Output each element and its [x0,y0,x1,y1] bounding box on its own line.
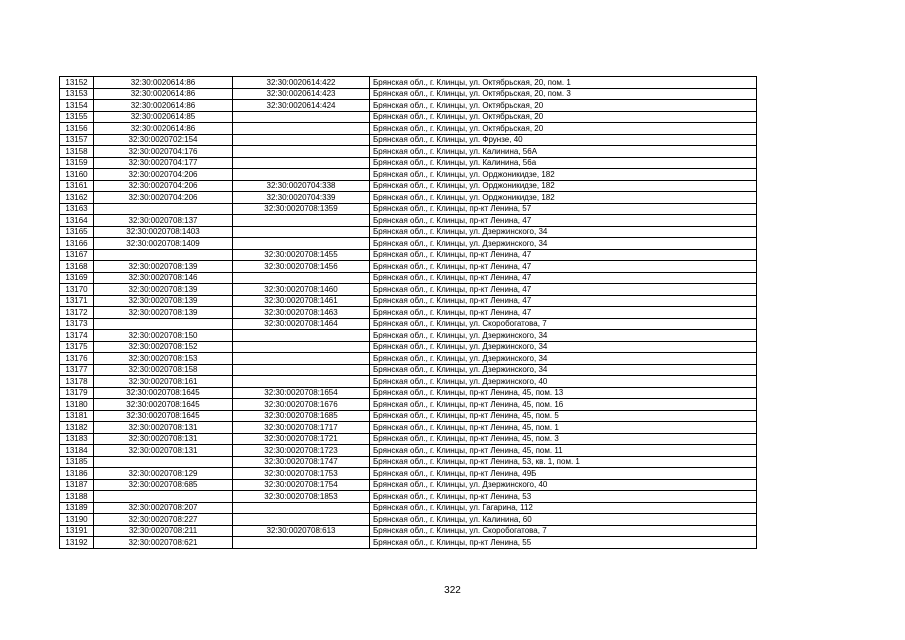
row-number-cell: 13157 [60,134,94,146]
cadastral-number-cell: 32:30:0020708:139 [94,261,233,273]
table-row [60,502,757,514]
object-cadastral-number-cell: 32:30:0020708:1753 [233,468,370,480]
cadastral-number-cell: 32:30:0020704:206 [94,192,233,204]
table-row [60,169,757,181]
address-cell: Брянская обл., г. Клинцы, пр-кт Ленина, 45, пом. 3 [370,433,757,445]
object-cadastral-number-cell [233,330,370,342]
cadastral-number-cell: 32:30:0020614:86 [94,88,233,100]
address-cell: Брянская обл., г. Клинцы, ул. Калинина, 56а [370,157,757,169]
cadastral-number-cell: 32:30:0020708:1645 [94,399,233,411]
row-number-cell: 13165 [60,226,94,238]
row-number-cell: 13185 [60,456,94,468]
row-number-cell: 13174 [60,330,94,342]
object-cadastral-number-cell: 32:30:0020708:1676 [233,399,370,411]
object-cadastral-number-cell: 32:30:0020708:1685 [233,410,370,422]
cadastral-number-cell [94,249,233,261]
cadastral-number-cell: 32:30:0020704:206 [94,180,233,192]
address-cell: Брянская обл., г. Клинцы, пр-кт Ленина, 45, пом. 1 [370,422,757,434]
cadastral-number-cell: 32:30:0020708:211 [94,525,233,537]
address-cell: Брянская обл., г. Клинцы, ул. Дзержинского, 34 [370,364,757,376]
object-cadastral-number-cell [233,238,370,250]
row-number-cell: 13192 [60,537,94,549]
row-number-cell: 13190 [60,514,94,526]
table-row [60,226,757,238]
object-cadastral-number-cell [233,514,370,526]
row-number-cell: 13167 [60,249,94,261]
address-cell: Брянская обл., г. Клинцы, пр-кт Ленина, 45, пом. 13 [370,387,757,399]
table-row [60,192,757,204]
table-row [60,77,757,89]
address-cell: Брянская обл., г. Клинцы, ул. Орджоникидзе, 182 [370,180,757,192]
row-number-cell: 13183 [60,433,94,445]
cadastral-number-cell: 32:30:0020708:153 [94,353,233,365]
row-number-cell: 13156 [60,123,94,135]
row-number-cell: 13155 [60,111,94,123]
registry-table [59,76,757,549]
object-cadastral-number-cell: 32:30:0020708:1853 [233,491,370,503]
address-cell: Брянская обл., г. Клинцы, пр-кт Ленина, 53, кв. 1, пом. 1 [370,456,757,468]
table-row [60,180,757,192]
table-row [60,88,757,100]
cadastral-number-cell: 32:30:0020704:206 [94,169,233,181]
object-cadastral-number-cell: 32:30:0020614:422 [233,77,370,89]
object-cadastral-number-cell: 32:30:0020704:338 [233,180,370,192]
row-number-cell: 13184 [60,445,94,457]
table-row [60,422,757,434]
cadastral-number-cell: 32:30:0020708:1645 [94,387,233,399]
address-cell: Брянская обл., г. Клинцы, ул. Калинина, 60 [370,514,757,526]
object-cadastral-number-cell [233,226,370,238]
table-row [60,341,757,353]
row-number-cell: 13163 [60,203,94,215]
address-cell: Брянская обл., г. Клинцы, ул. Октябрьская, 20, пом. 3 [370,88,757,100]
row-number-cell: 13173 [60,318,94,330]
object-cadastral-number-cell [233,146,370,158]
row-number-cell: 13158 [60,146,94,158]
object-cadastral-number-cell: 32:30:0020708:1463 [233,307,370,319]
address-cell: Брянская обл., г. Клинцы, пр-кт Ленина, 47 [370,295,757,307]
cadastral-number-cell: 32:30:0020708:131 [94,433,233,445]
cadastral-number-cell: 32:30:0020708:207 [94,502,233,514]
object-cadastral-number-cell [233,376,370,388]
object-cadastral-number-cell [233,215,370,227]
address-cell: Брянская обл., г. Клинцы, пр-кт Ленина, 45, пом. 5 [370,410,757,422]
table-row [60,146,757,158]
table-row [60,399,757,411]
row-number-cell: 13178 [60,376,94,388]
address-cell: Брянская обл., г. Клинцы, пр-кт Ленина, 49Б [370,468,757,480]
address-cell: Брянская обл., г. Клинцы, ул. Орджоникидзе, 182 [370,192,757,204]
table-row [60,387,757,399]
row-number-cell: 13177 [60,364,94,376]
object-cadastral-number-cell [233,157,370,169]
address-cell: Брянская обл., г. Клинцы, пр-кт Ленина, 53 [370,491,757,503]
table-row [60,353,757,365]
address-cell: Брянская обл., г. Клинцы, ул. Орджоникидзе, 182 [370,169,757,181]
row-number-cell: 13187 [60,479,94,491]
table-row [60,215,757,227]
table-row [60,307,757,319]
object-cadastral-number-cell: 32:30:0020708:1721 [233,433,370,445]
address-cell: Брянская обл., г. Клинцы, пр-кт Ленина, 47 [370,284,757,296]
row-number-cell: 13189 [60,502,94,514]
address-cell: Брянская обл., г. Клинцы, ул. Скоробогатова, 7 [370,525,757,537]
object-cadastral-number-cell [233,134,370,146]
address-cell: Брянская обл., г. Клинцы, пр-кт Ленина, 47 [370,249,757,261]
object-cadastral-number-cell [233,111,370,123]
object-cadastral-number-cell [233,123,370,135]
address-cell: Брянская обл., г. Клинцы, ул. Фрунзе, 40 [370,134,757,146]
object-cadastral-number-cell: 32:30:0020708:1464 [233,318,370,330]
table-row [60,134,757,146]
object-cadastral-number-cell: 32:30:0020614:423 [233,88,370,100]
table-row [60,203,757,215]
object-cadastral-number-cell [233,272,370,284]
table-row [60,157,757,169]
object-cadastral-number-cell [233,353,370,365]
table-row [60,525,757,537]
table-row [60,364,757,376]
address-cell: Брянская обл., г. Клинцы, ул. Скоробогатова, 7 [370,318,757,330]
object-cadastral-number-cell: 32:30:0020614:424 [233,100,370,112]
cadastral-number-cell: 32:30:0020708:161 [94,376,233,388]
address-cell: Брянская обл., г. Клинцы, ул. Дзержинского, 34 [370,238,757,250]
object-cadastral-number-cell [233,169,370,181]
cadastral-number-cell [94,456,233,468]
table-row [60,514,757,526]
address-cell: Брянская обл., г. Клинцы, ул. Октябрьская, 20 [370,123,757,135]
object-cadastral-number-cell [233,341,370,353]
cadastral-number-cell: 32:30:0020708:158 [94,364,233,376]
object-cadastral-number-cell: 32:30:0020708:1460 [233,284,370,296]
row-number-cell: 13153 [60,88,94,100]
address-cell: Брянская обл., г. Клинцы, ул. Дзержинского, 34 [370,353,757,365]
cadastral-number-cell [94,491,233,503]
cadastral-number-cell [94,318,233,330]
table-row [60,330,757,342]
address-cell: Брянская обл., г. Клинцы, ул. Дзержинского, 34 [370,330,757,342]
row-number-cell: 13181 [60,410,94,422]
object-cadastral-number-cell: 32:30:0020708:1461 [233,295,370,307]
table-row [60,295,757,307]
object-cadastral-number-cell: 32:30:0020708:1359 [233,203,370,215]
address-cell: Брянская обл., г. Клинцы, ул. Гагарина, 112 [370,502,757,514]
row-number-cell: 13176 [60,353,94,365]
object-cadastral-number-cell: 32:30:0020704:339 [233,192,370,204]
row-number-cell: 13160 [60,169,94,181]
row-number-cell: 13162 [60,192,94,204]
row-number-cell: 13175 [60,341,94,353]
cadastral-number-cell: 32:30:0020708:137 [94,215,233,227]
row-number-cell: 13188 [60,491,94,503]
row-number-cell: 13159 [60,157,94,169]
row-number-cell: 13152 [60,77,94,89]
cadastral-number-cell: 32:30:0020704:176 [94,146,233,158]
row-number-cell: 13179 [60,387,94,399]
table-row [60,249,757,261]
page-number: 322 [444,585,461,596]
cadastral-number-cell: 32:30:0020708:131 [94,422,233,434]
row-number-cell: 13170 [60,284,94,296]
row-number-cell: 13169 [60,272,94,284]
object-cadastral-number-cell: 32:30:0020708:1654 [233,387,370,399]
cadastral-number-cell: 32:30:0020614:86 [94,100,233,112]
object-cadastral-number-cell [233,537,370,549]
object-cadastral-number-cell: 32:30:0020708:1717 [233,422,370,434]
cadastral-number-cell: 32:30:0020708:129 [94,468,233,480]
object-cadastral-number-cell: 32:30:0020708:1455 [233,249,370,261]
address-cell: Брянская обл., г. Клинцы, ул. Октябрьская, 20, пом. 1 [370,77,757,89]
table-row [60,491,757,503]
cadastral-number-cell: 32:30:0020702:154 [94,134,233,146]
cadastral-number-cell: 32:30:0020708:131 [94,445,233,457]
table-row [60,456,757,468]
table-row [60,433,757,445]
row-number-cell: 13186 [60,468,94,480]
cadastral-number-cell: 32:30:0020614:86 [94,123,233,135]
cadastral-number-cell: 32:30:0020708:685 [94,479,233,491]
table-row [60,284,757,296]
table-row [60,100,757,112]
row-number-cell: 13182 [60,422,94,434]
table-row [60,479,757,491]
row-number-cell: 13154 [60,100,94,112]
address-cell: Брянская обл., г. Клинцы, пр-кт Ленина, 45, пом. 16 [370,399,757,411]
cadastral-number-cell: 32:30:0020708:1409 [94,238,233,250]
object-cadastral-number-cell [233,364,370,376]
table-body [60,77,757,549]
object-cadastral-number-cell: 32:30:0020708:1747 [233,456,370,468]
cadastral-number-cell: 32:30:0020614:86 [94,77,233,89]
table-row [60,468,757,480]
table-row [60,272,757,284]
table-row [60,445,757,457]
cadastral-number-cell: 32:30:0020708:1403 [94,226,233,238]
object-cadastral-number-cell [233,502,370,514]
cadastral-number-cell: 32:30:0020704:177 [94,157,233,169]
cadastral-number-cell [94,203,233,215]
cadastral-number-cell: 32:30:0020708:139 [94,307,233,319]
cadastral-number-cell: 32:30:0020708:152 [94,341,233,353]
address-cell: Брянская обл., г. Клинцы, пр-кт Ленина, 47 [370,215,757,227]
row-number-cell: 13171 [60,295,94,307]
address-cell: Брянская обл., г. Клинцы, пр-кт Ленина, 47 [370,272,757,284]
table-row [60,376,757,388]
address-cell: Брянская обл., г. Клинцы, ул. Октябрьская, 20 [370,100,757,112]
address-cell: Брянская обл., г. Клинцы, ул. Октябрьская, 20 [370,111,757,123]
cadastral-number-cell: 32:30:0020708:1645 [94,410,233,422]
address-cell: Брянская обл., г. Клинцы, ул. Калинина, 56А [370,146,757,158]
address-cell: Брянская обл., г. Клинцы, пр-кт Ленина, 47 [370,307,757,319]
address-cell: Брянская обл., г. Клинцы, пр-кт Ленина, 45, пом. 11 [370,445,757,457]
object-cadastral-number-cell: 32:30:0020708:1456 [233,261,370,273]
row-number-cell: 13168 [60,261,94,273]
cadastral-number-cell: 32:30:0020708:150 [94,330,233,342]
cadastral-number-cell: 32:30:0020708:621 [94,537,233,549]
row-number-cell: 13161 [60,180,94,192]
table-row [60,123,757,135]
table-row [60,261,757,273]
address-cell: Брянская обл., г. Клинцы, ул. Дзержинского, 34 [370,341,757,353]
table-row [60,537,757,549]
address-cell: Брянская обл., г. Клинцы, ул. Дзержинского, 40 [370,376,757,388]
table-row [60,111,757,123]
cadastral-number-cell: 32:30:0020708:227 [94,514,233,526]
row-number-cell: 13166 [60,238,94,250]
table-row [60,410,757,422]
cadastral-number-cell: 32:30:0020614:85 [94,111,233,123]
object-cadastral-number-cell: 32:30:0020708:1754 [233,479,370,491]
row-number-cell: 13172 [60,307,94,319]
row-number-cell: 13191 [60,525,94,537]
address-cell: Брянская обл., г. Клинцы, ул. Дзержинского, 34 [370,226,757,238]
cadastral-number-cell: 32:30:0020708:139 [94,284,233,296]
address-cell: Брянская обл., г. Клинцы, ул. Дзержинского, 40 [370,479,757,491]
address-cell: Брянская обл., г. Клинцы, пр-кт Ленина, 55 [370,537,757,549]
row-number-cell: 13180 [60,399,94,411]
table-row [60,318,757,330]
cadastral-number-cell: 32:30:0020708:139 [94,295,233,307]
object-cadastral-number-cell: 32:30:0020708:1723 [233,445,370,457]
address-cell: Брянская обл., г. Клинцы, пр-кт Ленина, 47 [370,261,757,273]
table-row [60,238,757,250]
object-cadastral-number-cell: 32:30:0020708:613 [233,525,370,537]
address-cell: Брянская обл., г. Клинцы, пр-кт Ленина, 57 [370,203,757,215]
row-number-cell: 13164 [60,215,94,227]
cadastral-number-cell: 32:30:0020708:146 [94,272,233,284]
